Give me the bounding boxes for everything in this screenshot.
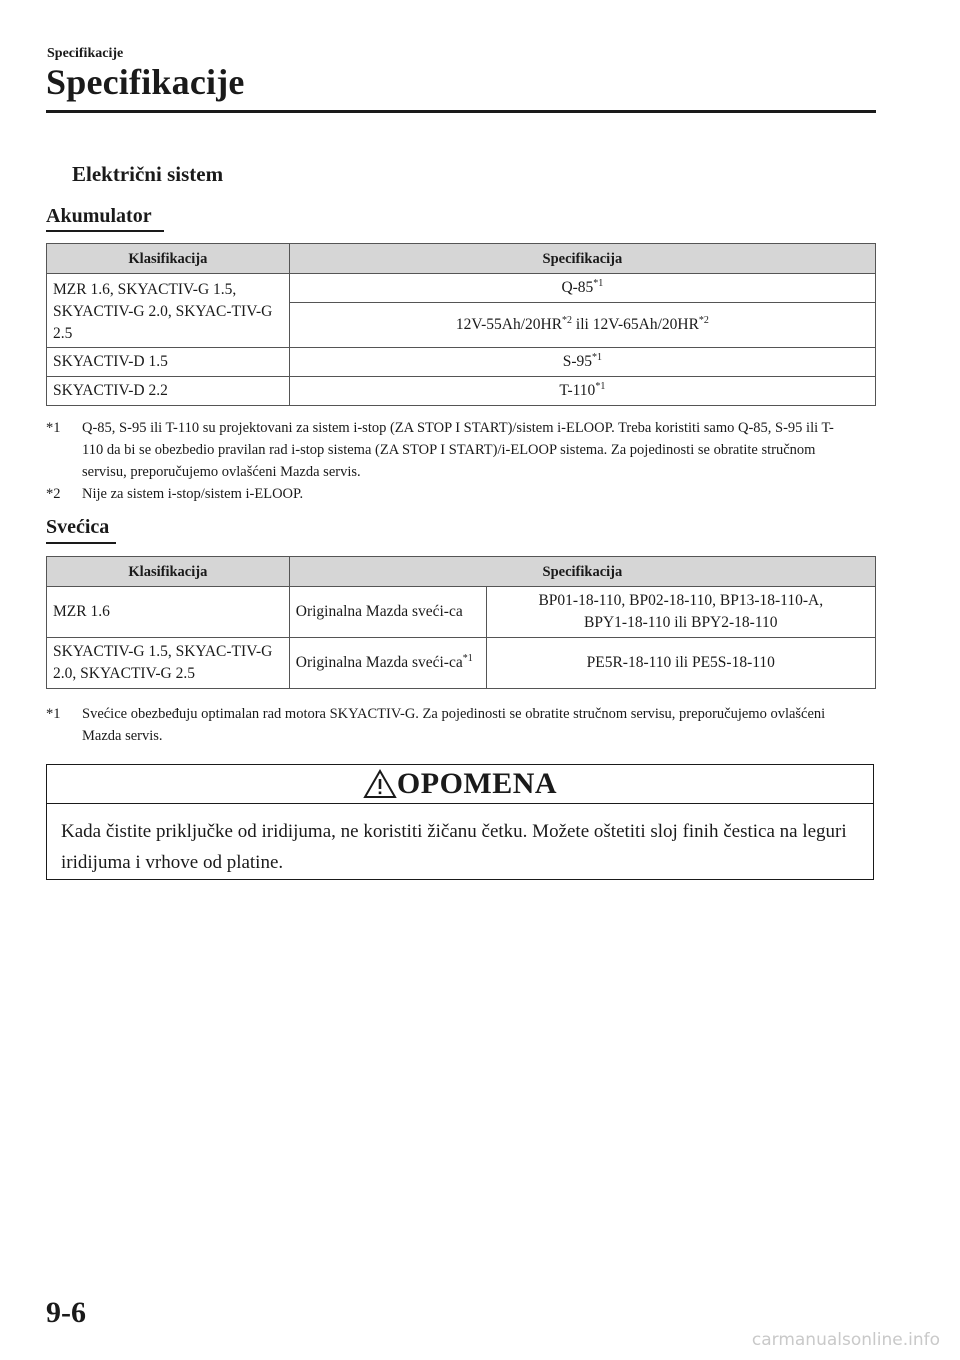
spark-title-rule	[46, 542, 116, 544]
battery-title-rule	[46, 230, 164, 232]
table-cell: PE5R-18-110 ili PE5S-18-110	[486, 638, 875, 689]
battery-footnote-2: *2 Nije za sistem i-stop/sistem i-ELOOP.	[46, 486, 304, 502]
table-header-row	[47, 244, 876, 274]
table-cell: MZR 1.6, SKYACTIV-G 1.5, SKYACTIV-G 2.0, SKYAC-TIV-G 2.5	[47, 274, 290, 348]
spark-title: Svećica	[46, 516, 110, 538]
table-cell: SKYACTIV-D 2.2	[47, 377, 290, 406]
watermark: carmanualsonline.info	[751, 1330, 940, 1350]
table-cell: S-95$^{*1}$	[289, 348, 875, 377]
column-header: Klasifikacija	[47, 557, 290, 587]
section-title: Električni sistem	[72, 162, 224, 186]
battery-table	[46, 243, 876, 406]
table-cell: SKYACTIV-G 1.5, SKYAC-TIV-G 2.0, SKYACTIV-G 2.5	[47, 638, 290, 689]
spark-table	[46, 556, 876, 689]
table-row	[47, 377, 876, 406]
table-row	[47, 587, 876, 638]
column-header: Klasifikacija	[47, 244, 290, 274]
column-header: Specifikacija	[289, 557, 875, 587]
table-header-row	[47, 557, 876, 587]
battery-footnote-1: *1 Q-85, S-95 ili T-110 su projektovani za sistem i-stop (ZA STOP I START)/sistem i-ELOOP. Treba koristiti samo Q-85, S-95 ili T-110 da bi se obezbedio pravilan rad i-stop sistema (ZA STOP I START)/i-ELOOP sistema. Za pojedinosti se obratite stručnom servisu, preporučujemo ovlašćeni Mazda servis.	[46, 420, 834, 480]
table-cell: T-110$^{*1}$	[289, 377, 875, 406]
table-cell: BP01-18-110, BP02-18-110, BP13-18-110-A, BPY1-18-110 ili BPY2-18-110	[486, 587, 875, 638]
spark-footnote-1: *1 Svećice obezbeđuju optimalan rad motora SKYACTIV-G. Za pojedinosti se obratite stručnom servisu, preporučujemo ovlašćeni Mazda servis.	[46, 706, 826, 744]
warning-header	[47, 765, 873, 804]
warning-triangle-icon	[363, 769, 397, 799]
table-cell: MZR 1.6	[47, 587, 290, 638]
warning-title: OPOMENA	[396, 767, 558, 800]
warning-text: Kada čistite priključke od iridijuma, ne koristiti žičanu četku. Možete oštetiti sloj finih čestica na leguri iridijuma i vrhove od platine.	[61, 821, 847, 873]
table-cell: 12V-55Ah/20HR$^{*2}$ ili 12V-65Ah/20HR$^{*2}$	[289, 303, 875, 348]
table-cell: Originalna Mazda sveći-ca	[289, 587, 486, 638]
table-row	[47, 638, 876, 689]
column-header: Specifikacija	[289, 244, 875, 274]
battery-title: Akumulator	[46, 205, 152, 227]
running-header: Specifikacije	[47, 46, 124, 61]
table-row	[47, 274, 876, 303]
page-number: 9-6	[46, 1296, 86, 1329]
page-title: Specifikacije	[46, 62, 245, 102]
table-row	[47, 348, 876, 377]
header-rule	[46, 110, 876, 113]
table-cell: SKYACTIV-D 1.5	[47, 348, 290, 377]
warning-box	[46, 764, 874, 880]
table-cell: Originalna Mazda sveći-$ca^{*1}$	[289, 638, 486, 689]
table-cell: Q-85$^{*1}$	[289, 274, 875, 303]
